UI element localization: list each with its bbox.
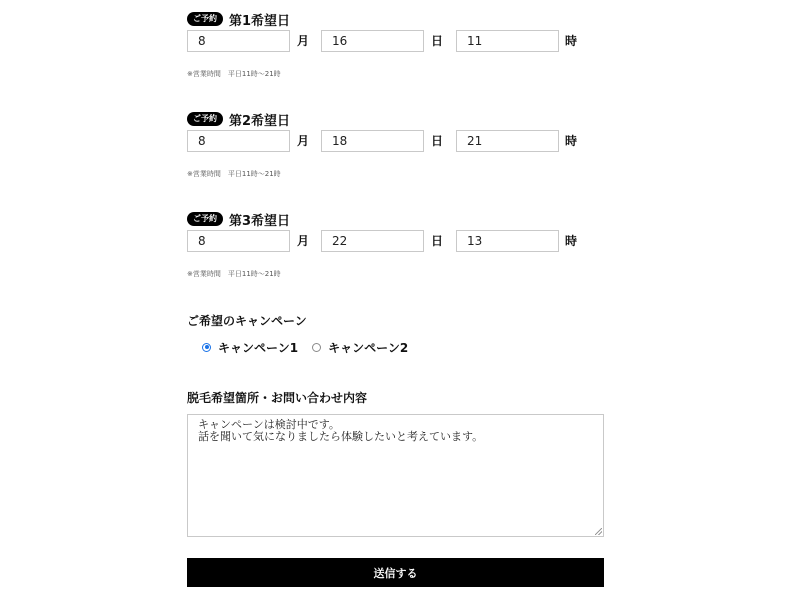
preference-3-title: 第3希望日 — [229, 213, 291, 229]
campaign-option-2[interactable] — [312, 339, 408, 356]
preference-3-row — [187, 230, 607, 254]
preference-1-day-input[interactable] — [321, 30, 424, 52]
inquiry-text-line-1[interactable]: キャンペーンは検討中です。 — [198, 418, 340, 431]
month-unit-label: 月 — [297, 234, 310, 248]
preference-3-month-input[interactable] — [187, 230, 290, 252]
day-unit-label: 日 — [431, 34, 444, 48]
hour-unit-label: 時 — [565, 34, 578, 48]
day-unit-label: 日 — [431, 234, 444, 248]
preference-2-header — [187, 112, 291, 129]
preference-2-month-input[interactable] — [187, 130, 290, 152]
reservation-badge: ご予約 — [187, 12, 223, 26]
campaign-option-2-label[interactable]: キャンペーン2 — [328, 340, 409, 355]
business-hours-note: ※営業時間 平日11時～21時 — [187, 270, 281, 278]
preference-1-hour-input[interactable] — [456, 30, 559, 52]
preference-1-row — [187, 30, 607, 54]
preference-3-hour-input[interactable] — [456, 230, 559, 252]
preference-1-header — [187, 12, 291, 29]
reservation-badge: ご予約 — [187, 212, 223, 226]
preference-3-header — [187, 212, 291, 229]
hour-unit-label: 時 — [565, 234, 578, 248]
radio-unchecked-icon[interactable] — [312, 343, 321, 352]
month-unit-label: 月 — [297, 134, 310, 148]
inquiry-textarea[interactable] — [187, 414, 604, 537]
submit-button[interactable]: 送信する — [187, 558, 604, 587]
business-hours-note: ※営業時間 平日11時～21時 — [187, 170, 281, 178]
preference-2-row — [187, 130, 607, 154]
preference-2-hour-input[interactable] — [456, 130, 559, 152]
inquiry-title: 脱毛希望箇所・お問い合わせ内容 — [187, 391, 368, 405]
preference-1-title: 第1希望日 — [229, 13, 291, 29]
campaign-radio-group — [202, 340, 422, 354]
campaign-title: ご希望のキャンペーン — [187, 314, 307, 328]
radio-checked-icon[interactable] — [202, 343, 211, 352]
resize-handle-icon[interactable] — [595, 528, 602, 535]
inquiry-text-line-2[interactable]: 話を聞いて気になりましたら体験したいと考えています。 — [198, 430, 484, 443]
campaign-option-1-label[interactable]: キャンペーン1 — [218, 340, 299, 355]
business-hours-note: ※営業時間 平日11時～21時 — [187, 70, 281, 78]
campaign-option-1[interactable] — [202, 339, 298, 356]
reservation-badge: ご予約 — [187, 112, 223, 126]
month-unit-label: 月 — [297, 34, 310, 48]
day-unit-label: 日 — [431, 134, 444, 148]
preference-2-day-input[interactable] — [321, 130, 424, 152]
preference-2-title: 第2希望日 — [229, 113, 291, 129]
preference-1-month-input[interactable] — [187, 30, 290, 52]
preference-3-day-input[interactable] — [321, 230, 424, 252]
hour-unit-label: 時 — [565, 134, 578, 148]
